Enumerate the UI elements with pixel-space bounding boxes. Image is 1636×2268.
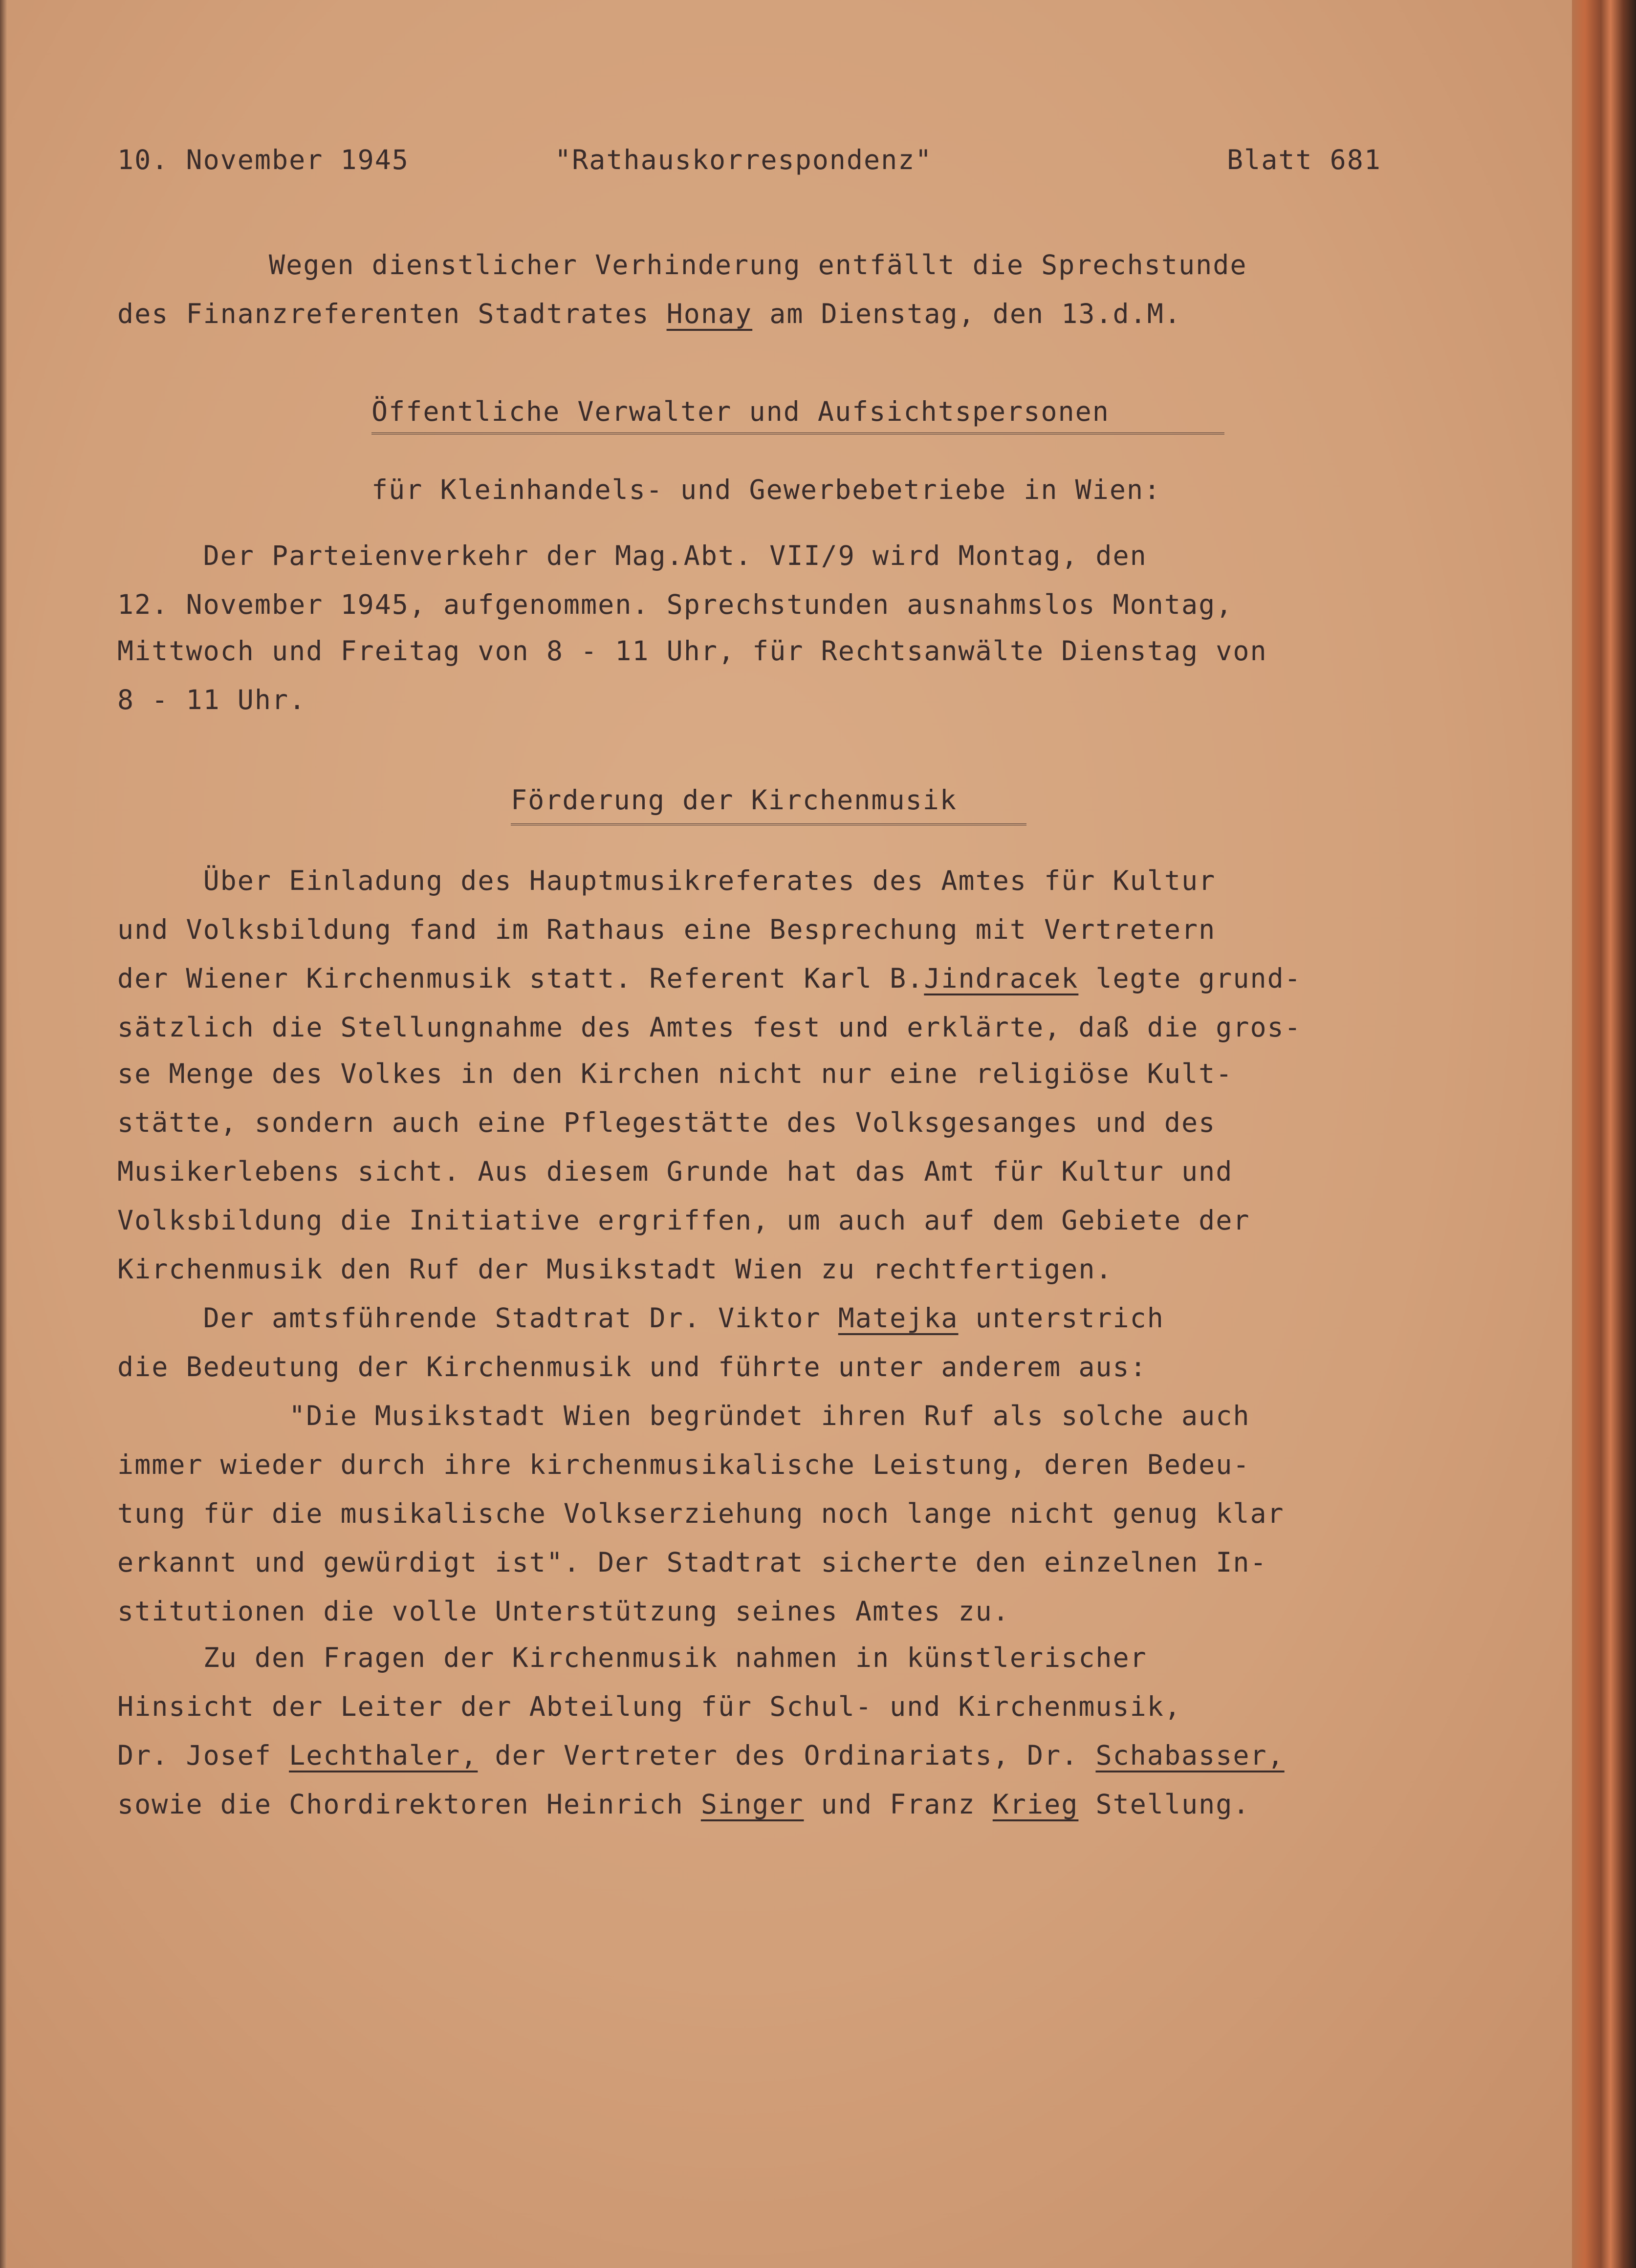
p2-line-2: die Bedeutung der Kirchenmusik und führte unter anderem aus: [117,1351,1147,1382]
header-sheet-number: Blatt 681 [1227,144,1382,175]
p2-line-4: immer wieder durch ihre kirchenmusikalische Leistung, deren Bedeu- [117,1449,1250,1480]
p1-line-3-start: der Wiener Kirchenmusik statt. Referent Karl B. [117,963,924,994]
p1-line-5: se Menge des Volkes in den Kirchen nicht nur eine religiöse Kult- [117,1058,1233,1089]
section-1-title-underline [371,432,1224,437]
p3-line-4-middle: und Franz [804,1789,993,1820]
notice-line-2 [117,298,1182,329]
p1-line-3-end: legte grund- [1078,963,1302,994]
section-1-line-3: Mittwoch und Freitag von 8 - 11 Uhr, für Rechtsanwälte Dienstag von [117,635,1267,667]
p3-line-3-middle: der Vertreter des Ordinariats, Dr. [478,1740,1096,1771]
p2-line-5: tung für die musikalische Volkserziehung noch lange nicht genug klar [117,1498,1285,1529]
p3-line-3-start: Dr. Josef [117,1740,289,1771]
p1-line-6: stätte, sondern auch eine Pflegestätte des Volksgesanges und des [117,1107,1216,1138]
p2-line-1 [117,1302,1164,1334]
p3-line-1: Zu den Fragen der Kirchenmusik nahmen in künstlerischer [117,1642,1147,1673]
p1-line-7: Musikerlebens sicht. Aus diesem Grunde hat das Amt für Kultur und [117,1156,1233,1187]
p3-line-4-end: Stellung. [1078,1789,1250,1820]
section-1-subtitle: für Kleinhandels- und Gewerbebetriebe in Wien: [371,474,1161,505]
p3-line-4-start: sowie die Chordirektoren Heinrich [117,1789,701,1820]
notice-line-2-start: des Finanzreferenten Stadtrates [117,298,667,329]
book-spine-edge [1572,0,1636,2268]
p3-line-2: Hinsicht der Leiter der Abteilung für Schul- und Kirchenmusik, [117,1691,1181,1722]
p2-line-1-end: unterstrich [958,1302,1164,1334]
section-1-title: Öffentliche Verwalter und Aufsichtspersonen [371,396,1110,427]
p2-line-1-start: Der amtsführende Stadtrat Dr. Viktor [117,1302,838,1334]
name-krieg: Krieg [992,1789,1079,1820]
section-1-line-1: Der Parteienverkehr der Mag.Abt. VII/9 wird Montag, den [117,540,1147,571]
p2-line-3: "Die Musikstadt Wien begründet ihren Ruf als solche auch [117,1400,1250,1431]
p1-line-9: Kirchenmusik den Ruf der Musikstadt Wien zu rechtfertigen. [117,1253,1113,1285]
name-lechthaler: Lechthaler, [289,1740,478,1771]
section-2-title: Förderung der Kirchenmusik [511,784,957,816]
p2-line-7: stitutionen die volle Unterstützung seines Amtes zu. [117,1596,1010,1627]
p1-line-1: Über Einladung des Hauptmusikreferates des Amtes für Kultur [117,865,1216,896]
section-1-line-2: 12. November 1945, aufgenommen. Sprechstunden ausnahmslos Montag, [117,589,1233,620]
p3-line-4 [117,1791,1250,1818]
name-singer: Singer [700,1789,804,1820]
name-matejka: Matejka [838,1302,959,1334]
name-honay: Honay [666,298,753,329]
notice-line-2-end: am Dienstag, den 13.d.M. [752,298,1182,329]
header-publication: "Rathauskorrespondenz" [555,144,933,175]
p1-line-3 [117,965,1302,992]
section-1-line-4: 8 - 11 Uhr. [117,684,306,715]
name-schabasser: Schabasser, [1095,1740,1285,1771]
p1-line-8: Volksbildung die Initiative ergriffen, um auch auf dem Gebiete der [117,1205,1250,1236]
notice-line-1: Wegen dienstlicher Verhinderung entfällt die Sprechstunde [269,249,1247,281]
header-date: 10. November 1945 [117,144,409,175]
name-jindracek: Jindracek [924,963,1079,994]
section-2-title-underline [511,823,1026,828]
p3-line-3 [117,1742,1285,1769]
p1-line-4: sätzlich die Stellungnahme des Amtes fest und erklärte, daß die gros- [117,1012,1302,1043]
p1-line-2: und Volksbildung fand im Rathaus eine Besprechung mit Vertretern [117,914,1216,945]
p2-line-6: erkannt und gewürdigt ist". Der Stadtrat sicherte den einzelnen In- [117,1547,1267,1578]
